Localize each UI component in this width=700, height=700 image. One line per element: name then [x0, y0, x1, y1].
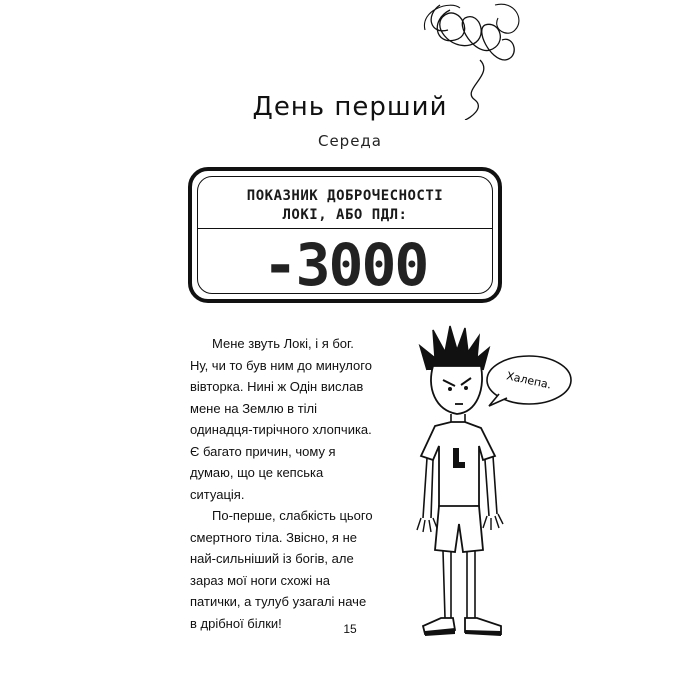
chapter-title: День перший — [252, 92, 448, 122]
chapter-subtitle: Середа — [317, 132, 382, 150]
body-paragraph-2: По-перше, слабкість цього смертного тіла. Звісно, я не най-сильніший із богів, але зараз мої ноги схожі на патички, а тулуб узагалі наче в дрібної білки! — [190, 508, 373, 631]
page-number: 15 — [343, 622, 357, 636]
body-paragraph-1: Мене звуть Локі, і я бог. Ну, чи то був ним до минулого вівторка. Нині ж Одін вислав мене на Землю в тілі одинадця-тирічного хлопчика. Є багато причин, чому я думаю, що це кепська ситуація. — [190, 336, 372, 502]
virtue-meter-divider — [198, 228, 492, 229]
virtue-meter-label-line1: ПОКАЗНИК ДОБРОЧЕСНОСТІ — [246, 188, 444, 204]
speech-bubble-text: Халепа. — [505, 369, 553, 392]
virtue-meter-inner-frame — [197, 176, 493, 299]
virtue-meter-label — [198, 187, 492, 225]
loki-illustration — [405, 318, 575, 658]
virtue-meter-label-line2: ЛОКІ, АБО ПДЛ: — [282, 207, 408, 223]
body-text — [190, 333, 375, 634]
virtue-meter-box — [188, 167, 502, 303]
virtue-meter-value: -3000 — [262, 231, 428, 299]
